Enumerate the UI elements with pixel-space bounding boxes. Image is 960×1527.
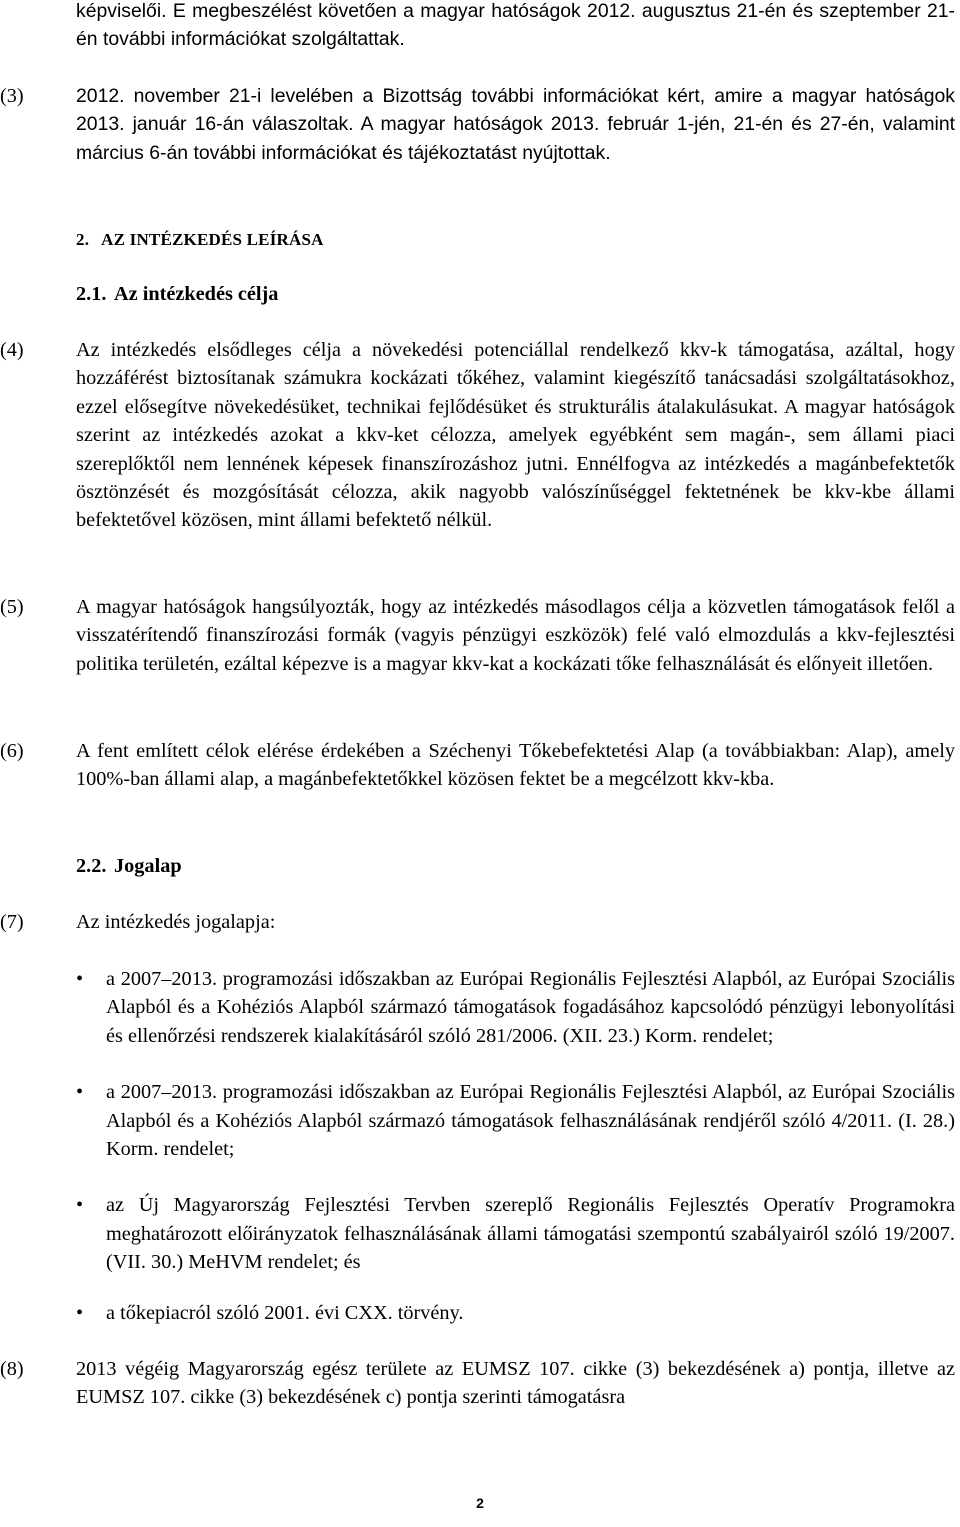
subsection-heading-2-1 — [76, 280, 278, 308]
bullet-icon: • — [76, 1081, 84, 1104]
subsection-number: 2.2. — [76, 855, 107, 877]
paragraph-number: (7) — [0, 911, 24, 933]
paragraph-number: (5) — [0, 596, 24, 618]
page-number: 2 — [476, 1495, 484, 1511]
paragraph-text: 2012. november 21-i levelében a Bizottság további információkat kért, amire a magyar hatóságok 2013. január 16-án válaszoltak. A magyar hatóságok 2013. február 1-jén, 21-én és 27-én, valamint március 6-án további információkat és tájékoztatást nyújtottak. — [76, 85, 955, 164]
subsection-title: Jogalap — [114, 855, 182, 877]
paragraph-text: Az intézkedés elsődleges célja a növekedési potenciállal rendelkező kkv-k támogatása, azáltal, hogy hozzáférést biztosítanak számukra kockázati tőkéhez, valamint kiegészítő tanácsadási szolgáltatásokhoz, ezzel elősegítve növekedésüket, technikai fejlődésüket és strukturális átalakulásukat. A magyar hatóságok szerint az intézkedés azokat a kkv-ket célozza, amelyek egyébként sem magán-, sem állami piaci szereplőktől nem lennének képesek finanszírozáshoz jutni. Ennélfogva az intézkedés a magánbefektetők ösztönzését és mozgósítását célozza, akik nagyobb valószínűséggel fektetnének be kkv-kbe állami befektetővel közösen, mint állami befektető nélkül. — [76, 339, 955, 532]
intro-paragraph: képviselői. E megbeszélést követően a magyar hatóságok 2012. augusztus 21-én és szeptember 21-én további információkat szolgáltattak. — [76, 0, 955, 51]
bullet-icon: • — [76, 1301, 84, 1324]
paragraph-text: Az intézkedés jogalapja: — [76, 911, 276, 933]
section-title: AZ INTÉZKEDÉS LEÍRÁSA — [101, 230, 324, 249]
subsection-title: Az intézkedés célja — [114, 283, 279, 305]
list-item-text: a 2007–2013. programozási időszakban az Európai Regionális Fejlesztési Alapból, az Európai Szociális Alapból és a Kohéziós Alapból származó támogatások felhasználásának rendjéről szóló 4/2011. (I. 28.) Korm. rendelet; — [106, 1081, 955, 1161]
list-item — [76, 1191, 955, 1276]
paragraph-number: (8) — [0, 1358, 24, 1380]
list-item — [76, 965, 955, 1050]
paragraph-text: 2013 végéig Magyarország egész területe az EUMSZ 107. cikke (3) bekezdésének a) pontja, illetve az EUMSZ 107. cikke (3) bekezdésének c) pontja szerinti támogatásra — [76, 1358, 955, 1409]
paragraph-number: (6) — [0, 740, 24, 762]
paragraph-number: (4) — [0, 339, 24, 361]
legal-basis-list — [76, 965, 955, 1327]
subsection-number: 2.1. — [76, 283, 107, 305]
bullet-icon: • — [76, 1194, 84, 1217]
bullet-icon: • — [76, 968, 84, 990]
list-item — [76, 1299, 955, 1327]
list-item-text: a tőkepiacról szóló 2001. évi CXX. törvény. — [106, 1301, 464, 1324]
paragraph-number: (3) — [0, 85, 24, 107]
subsection-heading-2-2 — [76, 852, 182, 880]
paragraph-text: A magyar hatóságok hangsúlyozták, hogy az intézkedés másodlagos célja a közvetlen támogatások felől a visszatérítendő finanszírozási formák (vagyis pénzügyi eszközök) felé való elmozdulás a kkv-fejlesztési politika területén, ezáltal képezve is a magyar kkv-kat a kockázati tőke felhasználását és előnyeit illetően. — [76, 596, 955, 675]
paragraph-text: A fent említett célok elérése érdekében a Széchenyi Tőkebefektetési Alap (a továbbiakban: Alap), amely 100%-ban állami alap, a magánbefektetőkkel közösen fektet be a megcélzott kkv-kba. — [76, 740, 955, 791]
section-number: 2. — [76, 230, 90, 249]
section-heading-2 — [76, 226, 324, 254]
list-item — [76, 1078, 955, 1163]
list-item-text: a 2007–2013. programozási időszakban az Európai Regionális Fejlesztési Alapból, az Európai Szociális Alapból és a Kohéziós Alapból származó támogatások fogadásához kapcsolódó pénzügyi lebonyolítási és ellenőrzési rendszerek kialakításáról szóló 281/2006. (XII. 23.) Korm. rendelet; — [106, 968, 955, 1047]
list-item-text: az Új Magyarország Fejlesztési Tervben szereplő Regionális Fejlesztés Operatív Programokra meghatározott előirányzatok felhasználásának állami támogatási szempontú szabályairól szóló 19/2007. (VII. 30.) MeHVM rendelet; és — [106, 1194, 955, 1274]
